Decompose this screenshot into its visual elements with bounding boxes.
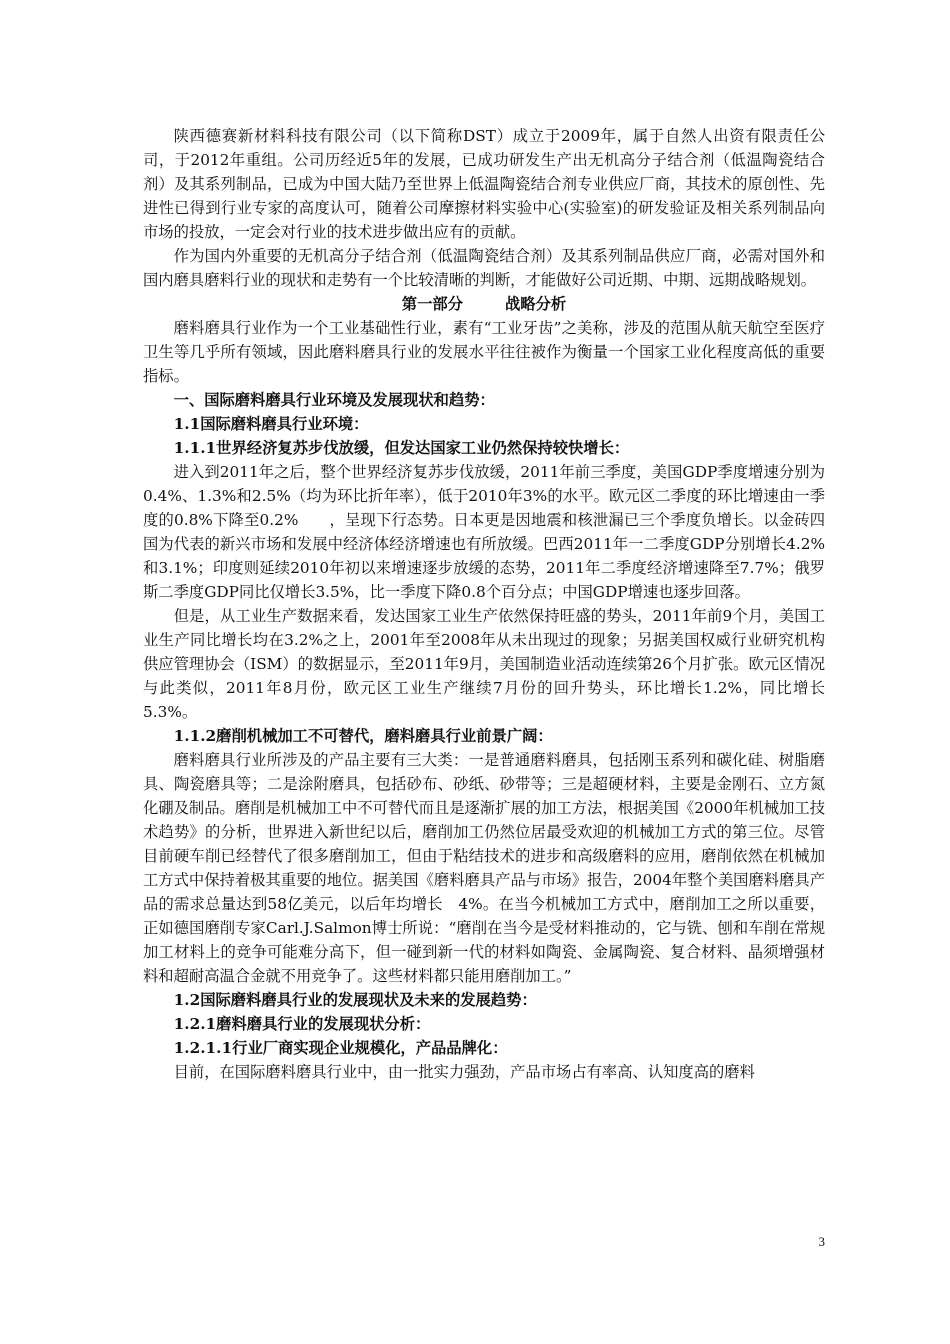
section-heading-1-2-1-1: 1.2.1.1行业厂商实现企业规模化，产品品牌化： (173, 1039, 508, 1057)
section-heading-1: 一、国际磨料磨具行业环境及发展现状和趋势： (173, 391, 495, 409)
paragraph-1-1-2: 磨料磨具行业所涉及的产品主要有三大类：一是普通磨料磨具，包括刚玉系列和碳化硅、树脂磨具、陶瓷磨具等；二是涂附磨具，包括砂布、砂纸、砂带等；三是超硬材料，主要是金刚石、立方氮化硼及制品。磨削是机械加工中不可替代而且是逐渐扩展的加工方法，根据美国《2000年机械加工技术趋势》的分析，世界进入新世纪以后，磨削加工仍然位居最受欢迎的机械加工方式的第三位。尽管目前硬车削已经替代了很多磨削加工，但由于粘结技术的进步和高级磨料的应用，磨削依然在机械加工方式中保持着极其重要的地位。据美国《磨料磨具产品与市场》报告，2004年整个美国磨料磨具产品的需求总量达到58亿美元，以后年均增长 4%。在当今机械加工方式中，磨削加工之所以重要，正如德国磨削专家Carl.J.Salmon博士所说：“磨削在当今是受材料推动的，它与铣、刨和车削在常规加工材料上的竞争可能难分高下，但一碰到新一代的材料如陶瓷、金属陶瓷、复合材料、晶须增强材料和超耐高温合金就不用竞争了。这些材料都只能用磨削加工。” (143, 751, 825, 985)
document-body (143, 124, 825, 1084)
paragraph-1-1-1-b: 但是，从工业生产数据来看，发达国家工业生产依然保持旺盛的势头，2011年前9个月，美国工业生产同比增长均在3.2%之上，2001年至2008年从未出现过的现象；另据美国权威行业研究机构供应管理协会（ISM）的数据显示，至2011年9月，美国制造业活动连续第26个月扩张。欧元区情况与此类似，2011年8月份，欧元区工业生产继续7月份的回升势头，环比增长1.2%，同比增长5.3%。 (143, 607, 825, 721)
page-number: 3 (818, 1234, 825, 1249)
part-name: 战略分析 (505, 295, 567, 313)
part-title (143, 292, 825, 316)
part-intro-paragraph: 磨料磨具行业作为一个工业基础性行业，素有“工业牙齿”之美称，涉及的范围从航天航空至医疗卫生等几乎所有领域，因此磨料磨具行业的发展水平往往被作为衡量一个国家工业化程度高低的重要指标。 (143, 319, 825, 385)
section-heading-1-2-1: 1.2.1磨料磨具行业的发展现状分析： (173, 1015, 431, 1033)
section-heading-1-1-2: 1.1.2磨削机械加工不可替代，磨料磨具行业前景广阔： (173, 727, 553, 745)
part-label: 第一部分 (401, 295, 463, 313)
section-heading-1-1: 1.1国际磨料磨具行业环境： (173, 415, 369, 433)
section-heading-1-2: 1.2国际磨料磨具行业的发展现状及未来的发展趋势： (173, 991, 537, 1009)
intro-paragraph-2: 作为国内外重要的无机高分子结合剂（低温陶瓷结合剂）及其系列制品供应厂商，必需对国外和国内磨具磨料行业的现状和走势有一个比较清晰的判断，才能做好公司近期、中期、远期战略规划。 (143, 247, 825, 289)
paragraph-1-1-1-a: 进入到2011年之后，整个世界经济复苏步伐放缓，2011年前三季度，美国GDP季度增速分别为0.4%、1.3%和2.5%（均为环比折年率），低于2010年3%的水平。欧元区二季度的环比增速由一季度的0.8%下降至0.2% ，呈现下行态势。日本更是因地震和核泄漏已三个季度负增长。以金砖四国为代表的新兴市场和发展中经济体经济增速也有所放缓。巴西2011年一二季度GDP分别增长4.2%和3.1%；印度则延续2010年初以来增速逐步放缓的态势，2011年二季度经济增速降至7.7%；俄罗斯二季度GDP同比仅增长3.5%，比一季度下降0.8个百分点；中国GDP增速也逐步回落。 (143, 463, 825, 601)
intro-paragraph-1: 陕西德赛新材料科技有限公司（以下简称DST）成立于2009年，属于自然人出资有限责任公司，于2012年重组。公司历经近5年的发展，已成功研发生产出无机高分子结合剂（低温陶瓷结合剂）及其系列制品，已成为中国大陆乃至世界上低温陶瓷结合剂专业供应厂商，其技术的原创性、先进性已得到行业专家的高度认可，随着公司摩擦材料实验中心(实验室)的研发验证及相关系列制品向市场的投放，一定会对行业的技术进步做出应有的贡献。 (143, 127, 825, 241)
section-heading-1-1-1: 1.1.1世界经济复苏步伐放缓，但发达国家工业仍然保持较快增长： (173, 439, 630, 457)
paragraph-last: 目前，在国际磨料磨具行业中，由一批实力强劲，产品市场占有率高、认知度高的磨料 (173, 1063, 755, 1081)
